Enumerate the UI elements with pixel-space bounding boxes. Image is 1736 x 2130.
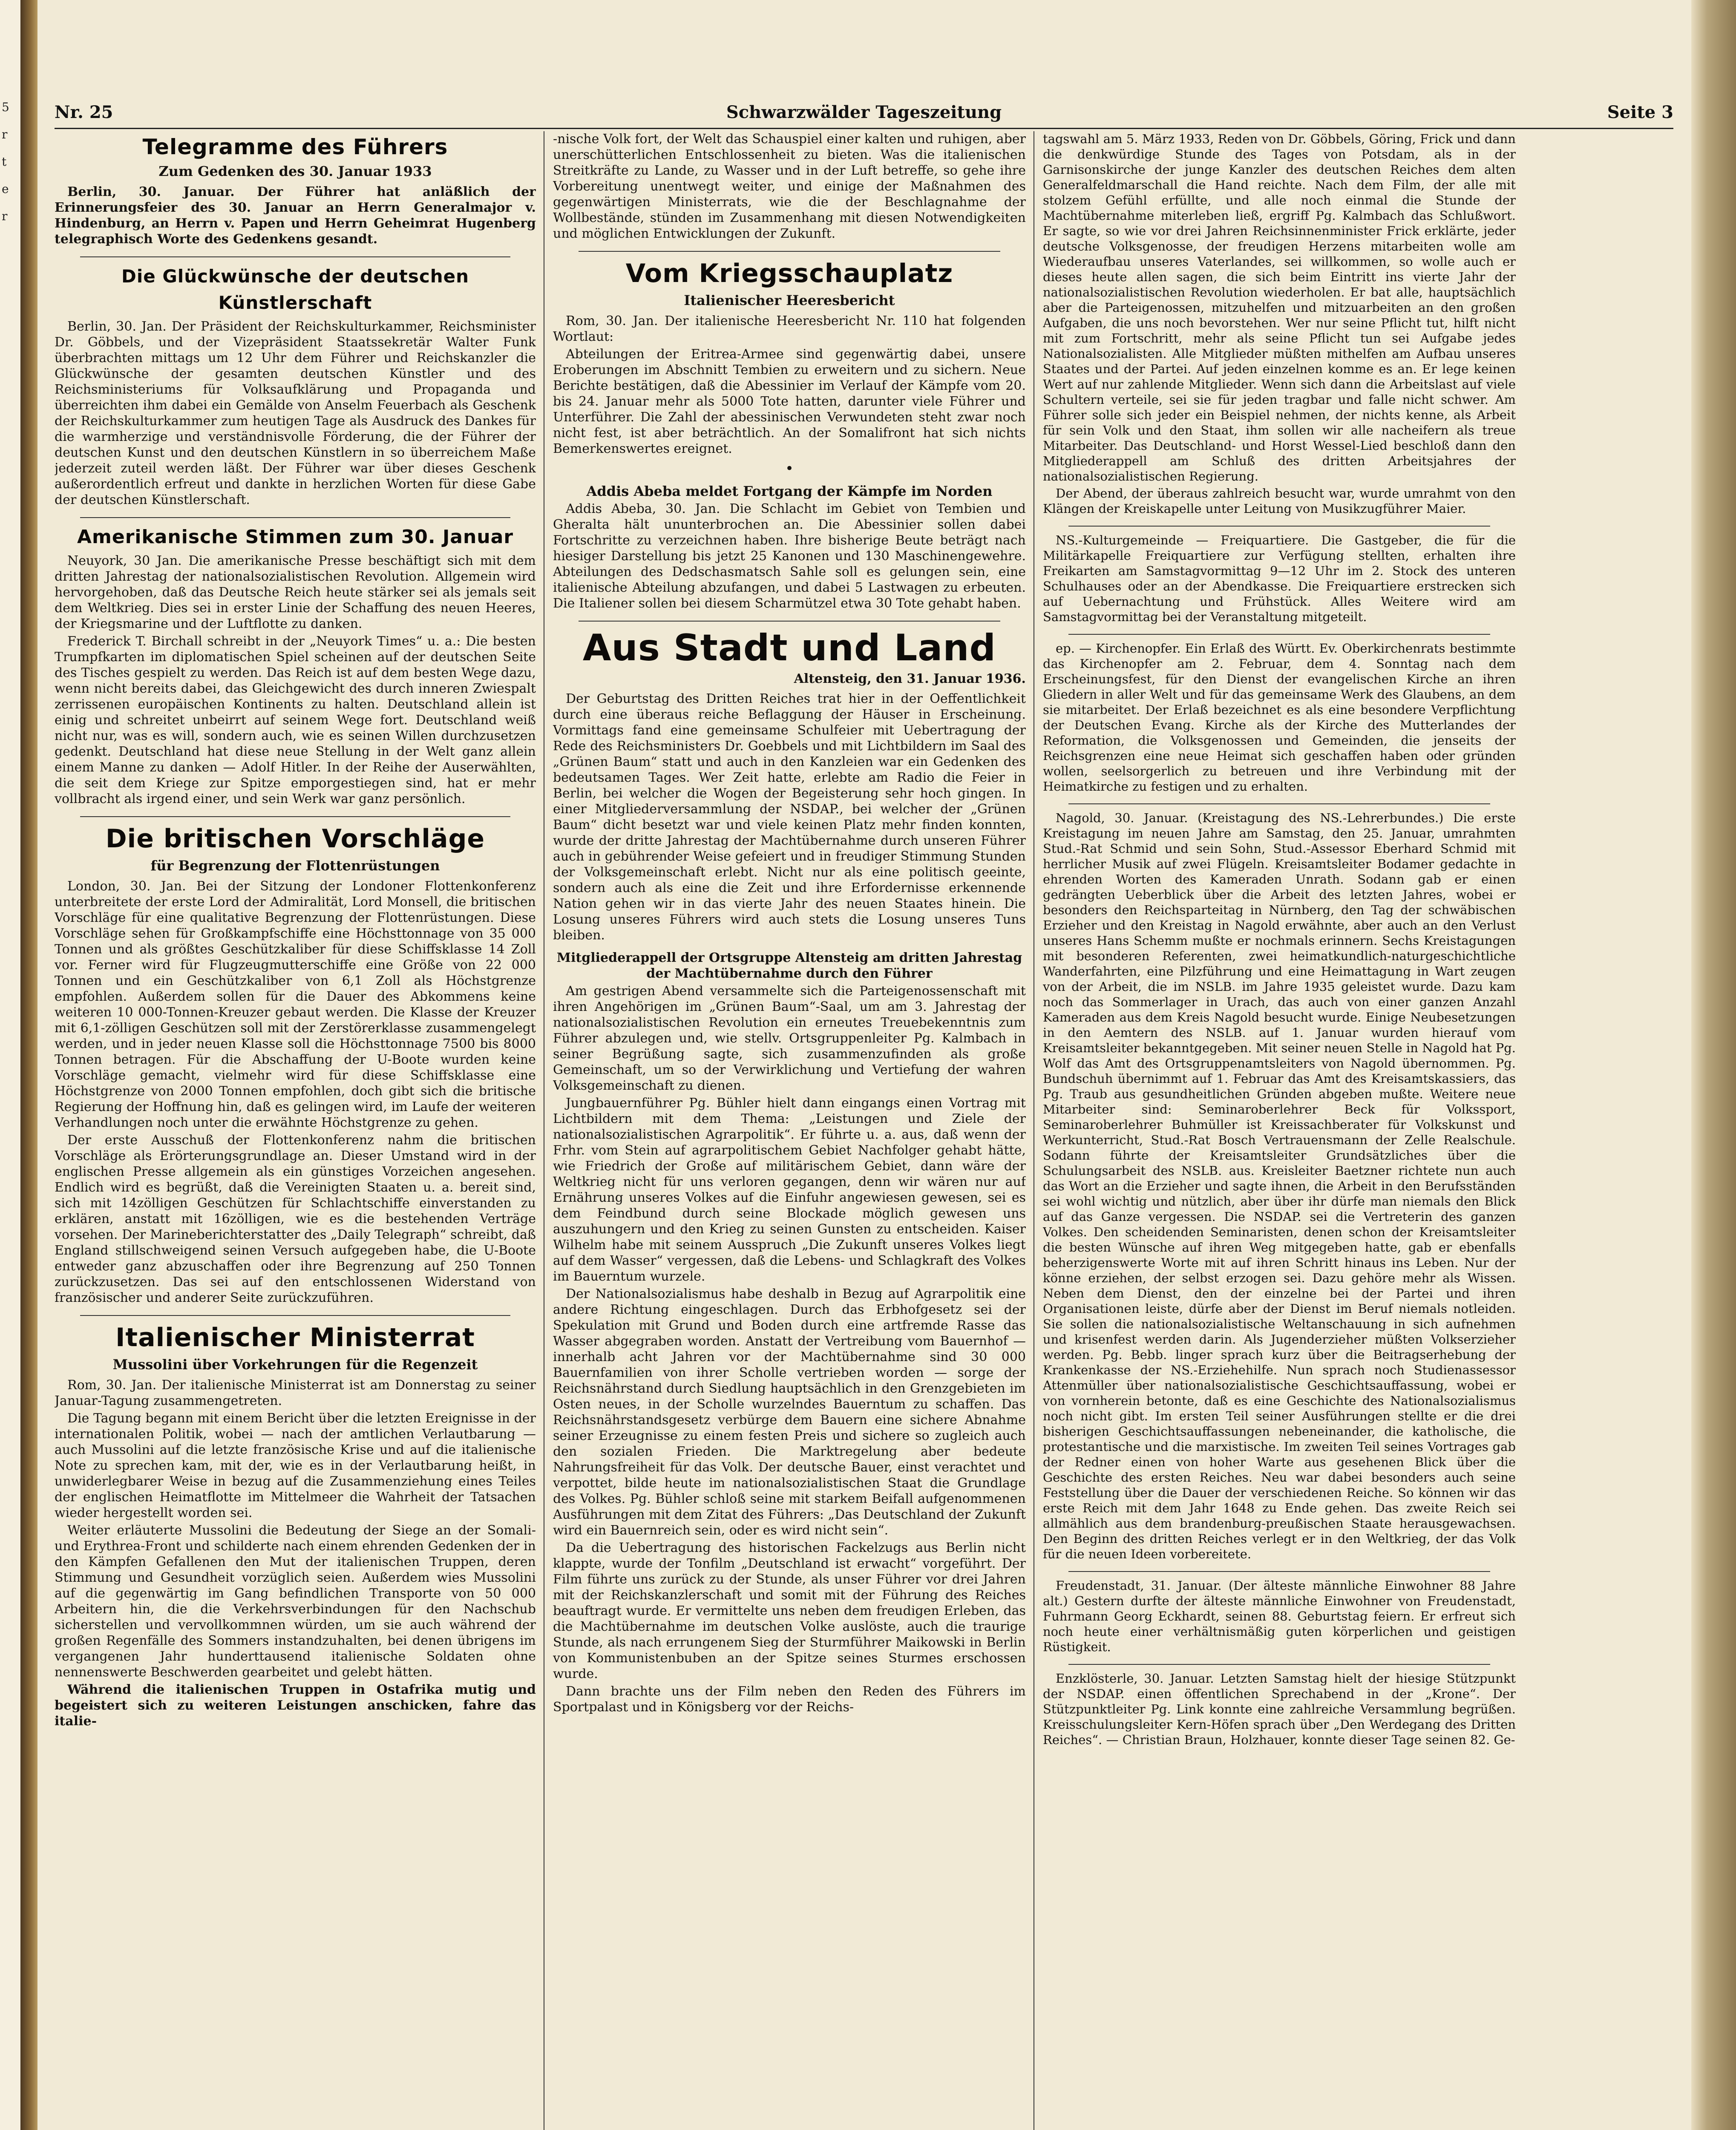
article-text: Berlin, 30. Januar. Der Führer hat anläßlich der Erinnerungsfeier des 30. Januar an Herrn Generalmajor v. Hindenburg, an Herrn v. Papen und Herrn Geheimrat Hugenberg telegraphisch Worte des Gedenkens gesandt.	[55, 184, 536, 247]
article-subheadline: Italienischer Heeresbericht	[684, 292, 895, 308]
separator	[1068, 634, 1490, 635]
dateline: Altensteig, den 31. Januar 1936.	[794, 671, 1026, 686]
article-text: London, 30. Jan. Bei der Sitzung der Londoner Flottenkonferenz unterbreitete der erste Lord der Admiralität, Lord Monsell, die britischen Vorschläge für eine qualitative Begrenzung der Flottenrüstungen. Diese Vorschläge sehen für Großkampfschiffe eine Höchsttonnage von 35 000 Tonnen und als größtes Geschützkaliber für diese Schiffsklasse 14 Zoll vor. Ferner wird für Flugzeugmutterschiffe eine Größe von 22 000 Tonnen und ein Geschützkaliber von 6,1 Zoll als Höchstgrenze empfohlen. Außerdem sollen für die Dauer des Abkommens keine weiteren 10 000-Tonnen-Kreuzer gebaut werden. Die Klasse der Kreuzer mit 6,1-zölligen Geschützen soll mit der Zerstörerklasse zusammengelegt werden, und in jeder neuen Klasse soll die Höchsttonnage 7500 bis 8000 Tonnen betragen. Für die Abschaffung der U-Boote wurden keine Vorschläge gemacht, vielmehr wird für diese Schiffsklasse eine Höchstgrenze von 2000 Tonnen empfohlen, doch gibt sich die britische Regierung der Hoffnung hin, daß es gelingen wird, im Laufe der weiteren Verhandlungen noch unter die erwähnte Höchstgrenze zu gehen.	[55, 879, 536, 1130]
article-subheadline: Zum Gedenken des 30. Januar 1933	[158, 163, 432, 179]
page-number: Seite 3	[1607, 102, 1673, 122]
article-text: Am gestrigen Abend versammelte sich die Parteigenossenschaft mit ihren Angehörigen im „Grünen Baum“-Saal, um am 3. Jahrestag der nationalsozialistischen Revolution ein erneutes Treuebekenntnis zum Führer abzulegen und, wie stellv. Ortsgruppenleiter Pg. Kalmbach in seiner Begrüßung sagte, sich zusammenzufinden als große Gemeinschaft, um so der Verwirklichung und Vertiefung der wahren Volksgemeinschaft zu dienen.	[553, 984, 1026, 1093]
edge-mark: t	[2, 155, 7, 169]
article-text: Da die Uebertragung des historischen Fackelzugs aus Berlin nicht klappte, wurde der Tonfilm „Deutschland ist erwacht“ vorgeführt. Der Film führte uns zurück zu der Stunde, als unser Führer vor drei Jahren mit der Reichskanzlerschaft und somit mit der Führung des Reiches beauftragt wurde. Er vermittelte uns neben dem freudigen Erleben, das die Machtübernahme im deutschen Volke auslöste, auch die traurige Stunde, als nach errungenem Sieg der Sturmführer Maikowski in Berlin von Kommunistenbuben an der Spitze seines Sturmes erschossen wurde.	[553, 1540, 1026, 1681]
article-text: Dann brachte uns der Film neben den Reden des Führers im Sportpalast und in Königsberg vor der Reichs-	[553, 1684, 1026, 1715]
left-page-edge	[0, 0, 21, 2130]
column-3	[1043, 131, 1516, 2130]
edge-mark: 5	[2, 100, 9, 114]
article-headline: Die Glückwünsche der deutschen Künstlerschaft	[121, 266, 469, 313]
separator	[579, 621, 1000, 622]
article-text: tagswahl am 5. März 1933, Reden von Dr. Göbbels, Göring, Frick und dann die denkwürdige Stunde des Tages von Potsdam, als in der Garnisonskirche der junge Kanzler des deutschen Reiches dem alten Generalfeldmarschall die Hand reichte. Nach dem Film, der alle mit stolzem Gefühl erfüllte, und alle noch einmal die Stunde der Machtübernahme miterleben ließ, ergriff Pg. Kalmbach das Schlußwort. Er sagte, so wie vor drei Jahren Reichsinnenminister Frick erklärte, jeder deutsche Volksgenosse, der freudigen Herzens mitarbeiten wolle am Wiederaufbau unseres Vaterlandes, sei willkommen, so wolle auch er dieses heute allen sagen, die sich beim Eintritt ins vierte Jahr der nationalsozialistischen Revolution wiederholen. Er bat alle, hauptsächlich aber die Parteigenossen, mitzuhelfen und mitzuarbeiten an den großen Aufgaben, die uns noch bevorstehen. Wer nur seine Pflicht tut, hilft nicht mit zum Fortschritt, mehr als seine Pflicht tun sei Aufgabe jedes Nationalsozialisten. Alle Mitglieder müßten mithelfen am Aufbau unseres Staates und der Partei. Auf jeden einzelnen komme es an. Er lege keinen Wert auf nur zahlende Mitglieder. Wenn sich dann die Arbeitslast auf viele Schultern verteile, sei sie für jeden tragbar und falle nicht schwer. Am Führer solle sich jeder ein Beispiel nehmen, der nichts kenne, als Arbeit für sein Volk und den Staat, ihm sollen wir alle nacheifern als treue Mitarbeiter. Das Deutschland- und Horst Wessel-Lied beschloß dann den Mitgliederappell am Schluß des dritten Arbeitsjahres der nationalsozialistischen Regierung.	[1043, 132, 1516, 484]
article-text: Nagold, 30. Januar. (Kreistagung des NS.-Lehrerbundes.) Die erste Kreistagung im neuen Jahre am Samstag, den 25. Januar, umrahmten Stud.-Rat Schmid und sein Sohn, Stud.-Assessor Eberhard Schmid mit herrlicher Musik auf zwei Flügeln. Kreisamtsleiter Bodamer gedachte in ehrenden Worten des Kameraden Unrath. Sodann gab er einen gedrängten Ueberblick über die Arbeit des letzten Jahres, wobei er besonders den Reichsparteitag in Nürnberg, den Tag der schwäbischen Erzieher und den Kreistag in Nagold erwähnte, aber auch an den Verlust unseres Hans Schemm mußte er nochmals erinnern. Sechs Kreistagungen mit besonderen Referenten, zwei heimatkundlich-naturgeschichtliche Wanderfahrten, eine Pilzführung und eine Heimattagung in Wart zeugen von der Arbeit, die im NSLB. im Jahre 1935 geleistet wurde. Dazu kam noch das Sommerlager in Urach, das auch von einer ganzen Anzahl Kameraden aus dem Kreis Nagold besucht wurde. Einige Neubesetzungen in den Aemtern des NSLB. auf 1. Januar wurden hierauf vom Kreisamtsleiter bekanntgegeben. Mit seiner neuen Stelle in Nagold hat Pg. Wolf das Amt des Ortsgruppenamtsleiters von Nagold übernommen. Pg. Bundschuh übernimmt auf 1. Februar das Amt des Kreisamtskassiers, das Pg. Traub aus gesundheitlichen Gründen abgeben mußte. Weitere neue Mitarbeiter sind: Seminaroberlehrer Beck für Volkssport, Seminaroberlehrer Buhmüller ist Kreissachberater für Volkskunst und Werkunterricht, Stud.-Rat Bosch Vertrauensmann der Zelle Realschule. Sodann führte der Kreisamtsleiter Grundsätzliches über die Schulungsarbeit des NSLB. aus. Kreisleiter Baetzner richtete nun auch das Wort an die Erzieher und sagte ihnen, die Arbeit in den Berufsständen sei wohl wichtig und nützlich, aber über ihr dürfe man niemals den Blick auf das Ganze vergessen. Die NSDAP. sei die Vertreterin des ganzen Volkes. Den scheidenden Seminaristen, denen schon der Kreisamtsleiter die besten Wünsche auf ihren Weg mitgegeben hatte, gab er ebenfalls beherzigenswerte Worte mit auf ihren Schritt hinaus ins Leben. Nur der könne erziehen, der selbst erzogen sei. Dazu gehöre mehr als Wissen. Neben dem Dienst, den der einzelne bei der Partei und ihren Organisationen leiste, dürfe aber der Dienst im Beruf niemals notleiden. Sie sollen die nationalsozialistische Weltanschauung in sich aufnehmen und krisenfest werden darin. Als Jugenderzieher müßten Volkserzieher werden. Pg. Bebb. linger sprach kurz über die Beitragserhebung der Krankenkasse der NS.-Erziehehilfe. Nun sprach noch Studienassessor Attenmüller über nationalsozialistische Geschichtsauffassung, wobei er von vornherein betonte, daß es eine Geschichte des Nationalsozialismus noch nicht gibt. Im ersten Teil seiner Ausführungen stellte er die drei bisherigen Geschichtsauffassungen nebeneinander, die katholische, die protestantische und die marxistische. Im zweiten Teil seines Vortrages gab der Redner einen von hoher Warte aus gesehenen Blick über die Geschichte des ersten Reiches. Neu war dabei besonders auch seine Feststellung über die Dauer der verschiedenen Reiche. So können wir das erste Reich mit dem Jahr 1648 zu Ende gehen. Das zweite Reich sei allmählich aus dem brandenburg-preußischen Staate herausgewachsen. Den Beginn des dritten Reiches verlegt er in den Weltkrieg, der das Volk für die neuen Ideen vorbereitete.	[1043, 811, 1516, 1561]
separator	[1068, 1664, 1490, 1665]
edge-mark: r	[2, 127, 8, 141]
article-subheadline: für Begrenzung der Flottenrüstungen	[150, 858, 440, 874]
column-1	[55, 131, 536, 2130]
book-gutter	[20, 0, 37, 2130]
section-bullet: •	[785, 460, 794, 477]
article-text: Rom, 30. Jan. Der italienische Heeresbericht Nr. 110 hat folgenden Wortlaut:	[553, 314, 1026, 344]
article-text: Rom, 30. Jan. Der italienische Ministerrat ist am Donnerstag zu seiner Januar-Tagung zusammengetreten.	[55, 1378, 536, 1408]
article-text: Jungbauernführer Pg. Bühler hielt dann eingangs einen Vortrag mit Lichtbildern mit dem Thema: „Leistungen und Ziele der nationalsozialistischen Agrarpolitik“. Er führte u. a. aus, daß wenn der Frhr. vom Stein auf agrarpolitischem Gebiet Nachfolger gehabt hätte, wie Friedrich der Große auf militärischem Gebiet, dann wäre der Weltkrieg nicht für uns verloren gegangen, denn wir wären nur auf Ernährung unseres Volkes auf die Einfuhr angewiesen gewesen, sei es dem Feindbund durch seine Blockade möglich gewesen uns auszuhungern und den Krieg zu seinen Gunsten zu entscheiden. Kaiser Wilhelm habe mit seinem Ausspruch „Die Zukunft unseres Volkes liegt auf dem Wasser“ vergessen, daß die Lebens- und Schlagkraft des Volkes im Bauerntum wurzele.	[553, 1096, 1026, 1284]
article-headline: Italienischer Ministerrat	[115, 1323, 475, 1353]
article-text: Der Nationalsozialismus habe deshalb in Bezug auf Agrarpolitik eine andere Richtung eingeschlagen. Durch das Erbhofgesetz sei der Spekulation mit Grund und Boden durch eine artfremde Rasse das Wasser abgegraben worden. Anstatt der Vertreibung vom Bauernhof — innerhalb acht Jahren vor der Machtübernahme sind 30 000 Bauernfamilien von ihrer Scholle vertrieben worden — sorge der Reichsnährstand durch Siedlung hauptsächlich in den Grenzgebieten im Osten neues, in der Scholle wurzelndes Bauerntum zu schaffen. Das Reichsnährstandsgesetz verbürge dem Bauern eine sichere Abnahme seiner Erzeugnisse zu einem festen Preis und sichere so zugleich auch den sozialen Frieden. Die Marktregelung aber bedeute Nahrungsfreiheit für das Volk. Der deutsche Bauer, einst verachtet und verpottet, bilde heute im nationalsozialistischen Staat die Grundlage des Volkes. Pg. Bühler schloß seine mit starkem Beifall aufgenommenen Ausführungen mit dem Zitat des Führers: „Das Deutschland der Zukunft wird ein Bauernreich sein, oder es wird nicht sein“.	[553, 1287, 1026, 1538]
separator	[80, 816, 510, 817]
article-text: ep. — Kirchenopfer. Ein Erlaß des Württ. Ev. Oberkirchenrats bestimmte das Kirchenopfer am 2. Februar, dem 4. Sonntag nach dem Erscheinungsfest, für den Dienst der evangelischen Kirche an ihren Gliedern in aller Welt und für das gemeinsame Werk des Glaubens, an dem sie mitarbeitet. Der Erlaß bezeichnet es als eine besondere Verpflichtung der Deutschen Evang. Kirche als der Kirche des Mutterlandes der Reformation, die Volksgenossen und Gemeinden, die jenseits der Reichsgrenzen eine neue Heimat sich geschaffen haben oder gründen wollen, seelsorgerlich zu betreuen und ihre Verbindung mit der Heimatkirche zu festigen und zu erhalten.	[1043, 641, 1516, 794]
article-text: Der Geburtstag des Dritten Reiches trat hier in der Oeffentlichkeit durch eine überaus reiche Beflaggung der Häuser in Erscheinung. Vormittags fand eine gemeinsame Schulfeier mit Uebertragung der Rede des Reichsministers Dr. Goebbels und mit Lichtbildern im Saal des „Grünen Baum“ statt und auch in den Kanzleien war ein Gedenken des bedeutsamen Tages. Wer Zeit hatte, erlebte am Radio die Feier in Berlin, bei welcher die Wogen der Begeisterung sehr hoch gingen. In einer Mitgliederversammlung der NSDAP., bei welcher der „Grünen Baum“ dicht besetzt war und viele keinen Platz mehr finden konnten, wurde der dritte Jahrestag der Machtübernahme durch unseren Führer auch in gebührender Weise gefeiert und in freudiger Stimmung Stunden der Volksgemeinschaft erlebt. Nicht nur als eine politisch geeinte, sondern auch als eine die Zeit und ihre Erfordernisse erkennende Nation gehen wir in das vierte Jahr des neuen Staates hinein. Die Losung unseres Führers wird auch stets die Losung unseres Tuns bleiben.	[553, 691, 1026, 943]
article-text: Die Tagung begann mit einem Bericht über die letzten Ereignisse in der internationalen Politik, wobei — nach der amtlichen Verlautbarung — auch Mussolini auf die letzte französische Krise und auf die italienische Note zu sprechen kam, mit der, wie es in der Verlautbarung heißt, in unwiderlegbarer Weise in bezug auf die Zusammenziehung eines Teiles der englischen Heimatflotte im Mittelmeer die Wahrheit der Tatsachen wieder hergestellt worden sei.	[55, 1411, 536, 1520]
article-text: Der Abend, der überaus zahlreich besucht war, wurde umrahmt von den Klängen der Kreiskapelle unter Leitung von Musikzugführer Maier.	[1043, 486, 1516, 516]
separator	[1068, 803, 1490, 804]
article-text: Freudenstadt, 31. Januar. (Der älteste männliche Einwohner 88 Jahre alt.) Gestern durfte der älteste männliche Einwohner von Freudenstadt, Fuhrmann Georg Eckhardt, seinen 88. Geburtstag feiern. Er erfreut sich noch heute einer verhältnismäßig guten körperlichen und geistigen Rüstigkeit.	[1043, 1578, 1516, 1654]
separator	[1068, 526, 1490, 527]
article-subheadline: Addis Abeba meldet Fortgang der Kämpfe im Norden	[586, 483, 993, 499]
book-right-edge	[1691, 0, 1736, 2130]
article-headline: Vom Kriegsschauplatz	[625, 259, 953, 288]
article-subheadline: Mitgliederappell der Ortsgruppe Altensteig am dritten Jahrestag der Machtübernahme durch den Führer	[556, 950, 1022, 981]
article-text: NS.-Kulturgemeinde — Freiquartiere. Die Gastgeber, die für die Militärkapelle Freiquartiere zur Verfügung stellten, erhalten ihre Freikarten am Samstagvormittag 9—12 Uhr im 2. Stock des unteren Schulhauses oder an der Abendkasse. Die Freiquartiere erstrecken sich auf Uebernachtung und Frühstück. Alles Weitere wird am Samstagvormittag bei der Veranstaltung mitgeteilt.	[1043, 533, 1516, 624]
separator	[80, 1315, 510, 1316]
article-text: Berlin, 30. Jan. Der Präsident der Reichskulturkammer, Reichsminister Dr. Göbbels, und der Vizepräsident Staatssekretär Walter Funk überbrachten mittags um 12 Uhr dem Führer und Reichskanzler die Glückwünsche der gesamten deutschen Künstler und des Reichsministeriums für Volksaufklärung und Propaganda und überreichten ihm dabei ein Gemälde von Anselm Feuerbach als Geschenk der Reichskulturkammer zum heutigen Tage als Ausdruck des Dankes für die warmherzige und verständnisvolle Förderung, die der Führer der deutschen Kunst und den deutschen Künstlern in so überreichem Maße jederzeit zuteil werden läßt. Der Führer war über dieses Geschenk außerordentlich erfreut und dankte in herzlichen Worten für diese Gabe der deutschen Künstlerschaft.	[55, 319, 536, 507]
article-headline: Amerikanische Stimmen zum 30. Januar	[77, 526, 514, 548]
issue-number: Nr. 25	[55, 102, 113, 122]
header-rule	[55, 128, 1673, 129]
article-text: Weiter erläuterte Mussolini die Bedeutung der Siege an der Somali- und Erythrea-Front und schilderte nach einem ehrenden Gedenken der in den Kämpfen Gefallenen den Mut der italienischen Truppen, deren Stimmung und Gesundheit vorzüglich seien. Außerdem wies Mussolini auf die gegenwärtig im Gang befindlichen Transporte von 50 000 Arbeitern hin, die die Verkehrsverbindungen für den Nachschub sicherstellen und vervollkommnen würden, um sie auch während der großen Regenfälle des Sommers instandzuhalten, bei denen übrigens im vergangenen Jahr hunderttausend italienische Soldaten ohne nennenswerte Beschwerden gearbeitet und gelebt hätten.	[55, 1523, 536, 1680]
separator	[579, 251, 1000, 252]
article-headline: Die britischen Vorschläge	[105, 824, 485, 854]
edge-mark: r	[2, 209, 8, 223]
column-2	[553, 131, 1026, 2130]
separator	[1068, 1571, 1490, 1572]
section-headline: Aus Stadt und Land	[582, 627, 996, 669]
article-text: Während die italienischen Truppen in Ostafrika mutig und begeistert sich zu weiteren Leistungen anschicken, fahre das italie-	[55, 1682, 536, 1729]
article-text: Frederick T. Birchall schreibt in der „Neuyork Times“ u. a.: Die besten Trumpfkarten im diplomatischen Spiel scheinen auf der deutschen Seite des Tisches gespielt zu werden. Das Reich ist auf dem besten Wege dazu, wenn nicht bereits dabei, das Gleichgewicht des durch inneren Zwiespalt zerrissenen europäischen Kontinents zu halten. Deutschland allein ist einig und schreitet unbeirrt auf seinem Wege fort. Deutschland weiß nicht nur, was es will, sondern auch, wie es seinen Willen durchzusetzen gedenkt. Deutschland hat diese neue Stellung in der Welt ganz allein einem Manne zu danken — Adolf Hitler. In der Reihe der Auserwählten, die seit dem Kriege zur Spitze emporgestiegen sind, hat er mehr vollbracht als irgend einer, und sein Werk war ganz persönlich.	[55, 634, 536, 806]
article-text: -nische Volk fort, der Welt das Schauspiel einer kalten und ruhigen, aber unerschütterlichen Entschlossenheit zu bieten. Was die italienischen Streitkräfte zu Lande, zu Wasser und in der Luft betreffe, so gehe ihre Vorbereitung unentwegt weiter, und einige der Maßnahmen des gegenwärtigen Ministerrats, wie die der Beschlagnahme der Wollbestände, stünden im Zusammenhang mit diesen Notwendigkeiten und möglichen Entwicklungen der Zukunft.	[553, 132, 1026, 241]
article-text: Addis Abeba, 30. Jan. Die Schlacht im Gebiet von Tembien und Gheralta hält ununterbrochen an. Die Abessinier sollen dabei Fortschritte zu verzeichnen haben. Ihre bisherige Beute beträgt nach hiesiger Darstellung bis jetzt 25 Kanonen und 130 Maschinengewehre. Abteilungen des Dedschasmatsch Sahle soll es gelungen sein, eine italienische Abteilung abzufangen, und dabei 5 Lastwagen zu erbeuten. Die Italiener sollen bei diesem Scharmützel etwa 30 Tote gehabt haben.	[553, 501, 1026, 611]
article-text: Abteilungen der Eritrea-Armee sind gegenwärtig dabei, unsere Eroberungen im Abschnitt Tembien zu erweitern und zu sichern. Neue Berichte bestätigen, daß die Abessinier im Verlauf der Kämpfe vom 20. bis 24. Januar mehr als 5000 Tote hatten, darunter viele Führer und Unterführer. Die Zahl der abessinischen Verwundeten steht zwar noch nicht fest, ist aber beträchtlich. An der Somalifront hat sich nichts Bemerkenswertes ereignet.	[553, 347, 1026, 456]
masthead-title: Schwarzwälder Tageszeitung	[726, 102, 1002, 122]
edge-mark: e	[2, 182, 9, 196]
article-subheadline: Mussolini über Vorkehrungen für die Regenzeit	[112, 1356, 478, 1373]
article-text: Der erste Ausschuß der Flottenkonferenz nahm die britischen Vorschläge als Erörterungsgrundlage an. Dieser Umstand wird in der englischen Presse allgemein als ein günstiges Vorzeichen angesehen. Endlich wird es begrüßt, daß die Vereinigten Staaten u. a. bereit sind, sich mit 14zölligen Geschützen für Schlachtschiffe einverstanden zu erklären, anstatt mit 16zölligen, wie es die bestehenden Verträge vorsehen. Der Marineberichterstatter des „Daily Telegraph“ schreibt, daß England stillschweigend seinen Versuch aufgegeben habe, die U-Boote entweder ganz abzuschaffen oder ihre Begrenzung auf 250 Tonnen zurückzusetzen. Das sei auf den entschlossenen Widerstand von französischer und anderer Seite zurückzuführen.	[55, 1133, 536, 1305]
article-text: Neuyork, 30 Jan. Die amerikanische Presse beschäftigt sich mit dem dritten Jahrestag der nationalsozialistischen Revolution. Allgemein wird hervorgehoben, daß das Deutsche Reich heute stärker sei als jemals seit dem Weltkrieg. Dies sei in erster Linie der Schaffung des neuen Heeres, der Kriegsmarine und der Luftflotte zu danken.	[55, 553, 536, 631]
article-headline: Telegramme des Führers	[142, 135, 448, 159]
separator	[80, 256, 510, 257]
article-text: Enzklösterle, 30. Januar. Letzten Samstag hielt der hiesige Stützpunkt der NSDAP. einen öffentlichen Sprechabend in der „Krone“. Der Stützpunktleiter Pg. Link konnte eine zahlreiche Versammlung begrüßen. Kreisschulungsleiter Kern-Höfen sprach über „Den Werdegang des Dritten Reiches“. — Christian Braun, Holzhauer, konnte dieser Tage seinen 82. Ge-	[1043, 1671, 1516, 1747]
separator	[80, 517, 510, 518]
newspaper-page	[37, 0, 1691, 2130]
